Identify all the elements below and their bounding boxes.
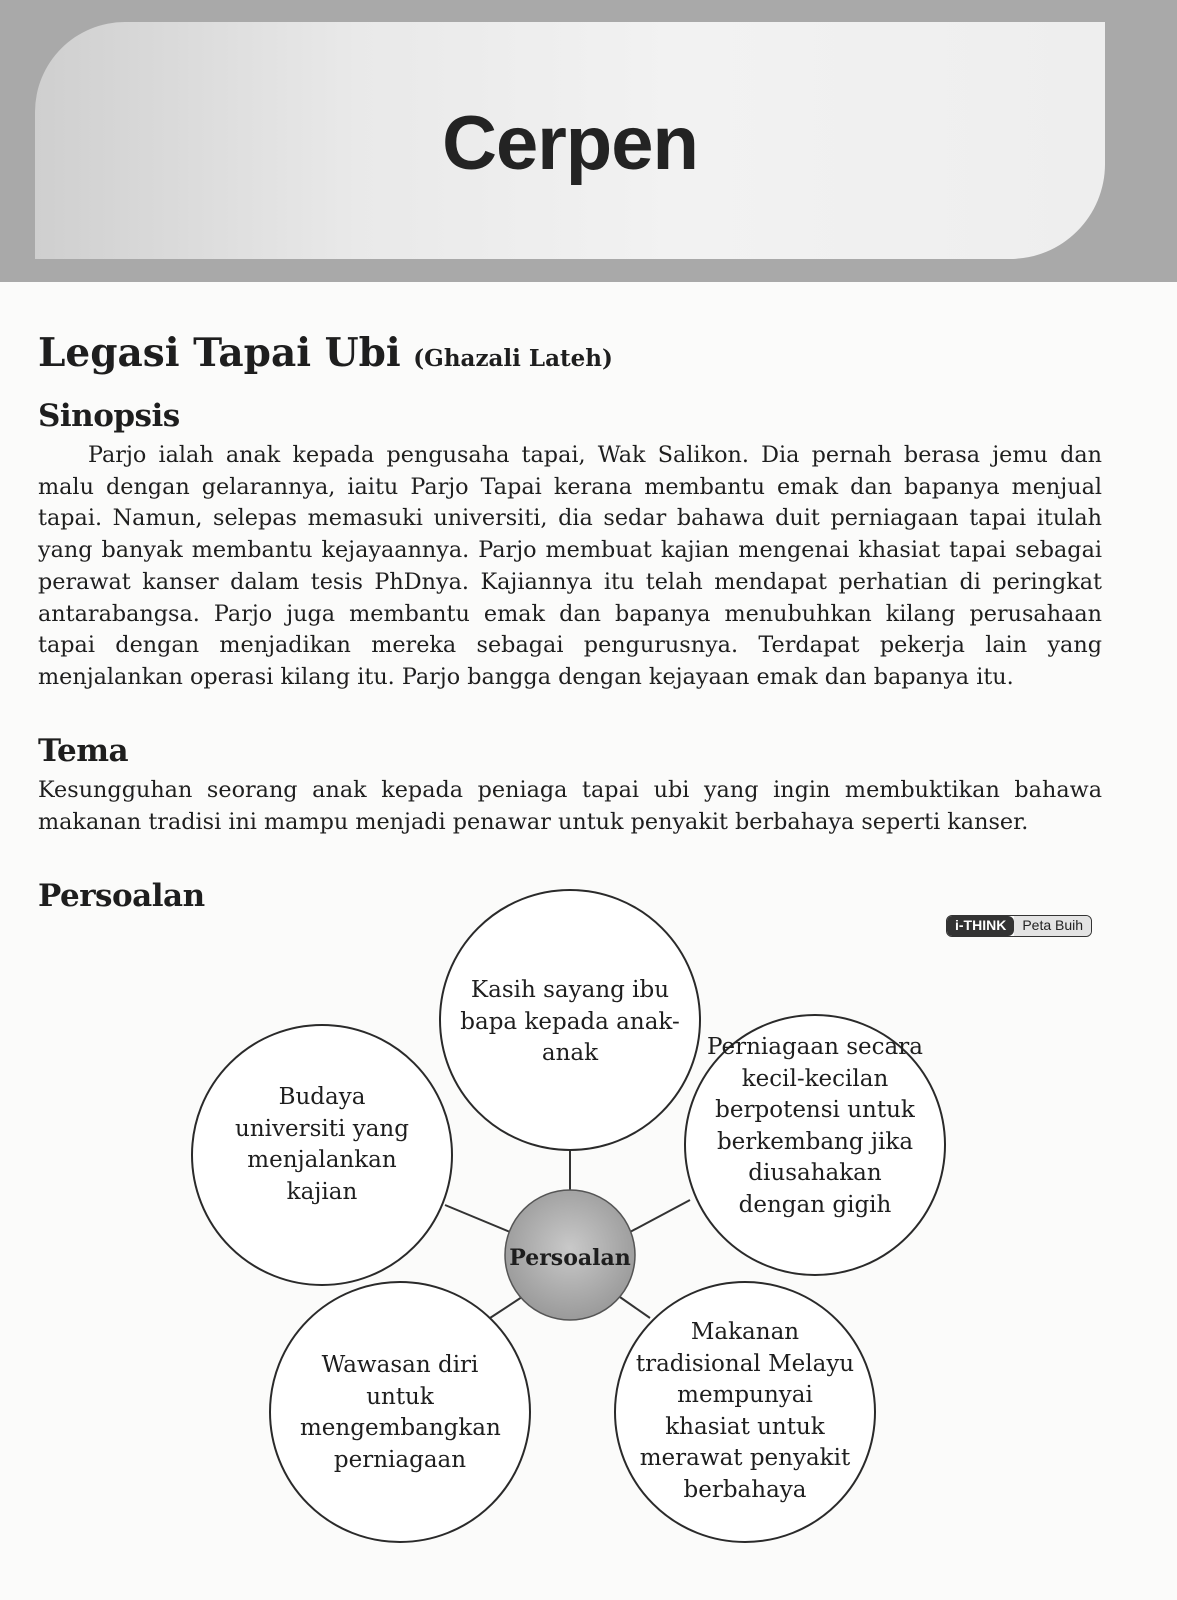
bubble-text-2: Budaya universiti yang menjalankan kajian: [235, 1084, 409, 1205]
bubble-text-1: Kasih sayang ibu bapa kepada anak-anak: [460, 977, 680, 1066]
bubble-text-5: Makanan tradisional Melayu mempunyai khasiat untuk merawat penyakit berbahaya: [635, 1319, 855, 1503]
i-think-label: i-THINK: [947, 916, 1014, 936]
sinopsis-heading: Sinopsis: [38, 398, 180, 434]
persoalan-heading: Persoalan: [38, 878, 205, 914]
tema-text: Kesungguhan seorang anak kepada peniaga tapai ubi yang ingin membuktikan bahawa makanan tradisi ini mampu menjadi penawar untuk penyakit berbahaya seperti kanser.: [38, 777, 1102, 835]
map-type-label: Peta Buih: [1014, 916, 1091, 936]
connector-line: [490, 1295, 525, 1318]
center-label: Persoalan: [509, 1245, 631, 1271]
tema-heading: Tema: [38, 733, 129, 769]
connector-line: [630, 1200, 690, 1232]
sinopsis-text: Parjo ialah anak kepada pengusaha tapai, Wak Salikon. Dia pernah berasa jemu dan malu dengan gelarannya, iaitu Parjo Tapai kerana membantu emak dan bapanya menjual tapai. Namun, selepas memasuki universiti, dia sedar bahawa duit perniagaan tapai itulah yang banyak membantu kejayaannya. Parjo membuat kajian mengenai khasiat tapai sebagai perawat kanser dalam tesis PhDnya. Kajiannya itu telah mendapat perhatian di peringkat antarabangsa. Parjo juga membantu emak dan bapanya menubuhkan kilang perusahaan tapai dengan menjadikan mereka sebagai pengurusnya. Terdapat pekerja lain yang menjalankan operasi kilang itu. Parjo bangga dengan kejayaan emak dan bapanya itu.: [38, 442, 1102, 690]
connector-line: [617, 1295, 650, 1318]
story-author: (Ghazali Lateh): [413, 345, 613, 372]
bubble-text-4: Wawasan diri untuk mengembangkan perniagaan: [300, 1352, 501, 1473]
story-title-text: Legasi Tapai Ubi: [38, 330, 401, 376]
bubble-text-3: Perniagaan secara kecil-kecilan berpotensi untuk berkembang jika diusahakan dengan gigih: [707, 1034, 923, 1218]
connector-line: [445, 1205, 510, 1232]
chapter-title: Cerpen: [442, 101, 698, 186]
